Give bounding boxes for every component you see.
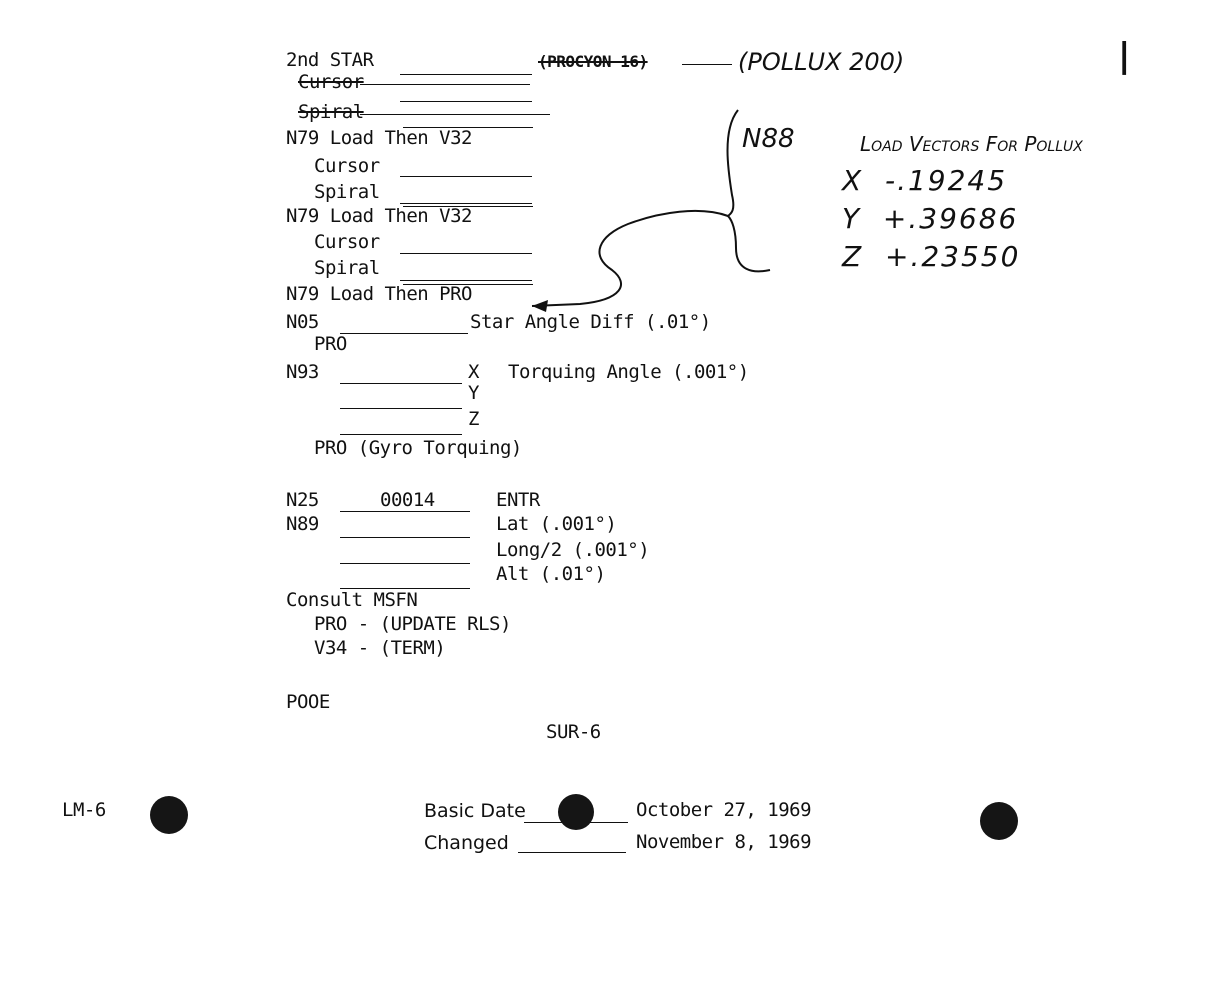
cursor-1: Cursor <box>314 155 380 177</box>
handwritten-z-vector: Z +.23550 <box>842 240 1021 273</box>
basic-date-value: October 27, 1969 <box>636 799 812 821</box>
punch-hole-right <box>980 802 1018 840</box>
basic-date-label: Basic Date <box>424 800 526 822</box>
poo-label: POOE <box>286 691 330 713</box>
consult-msfn: Consult MSFN <box>286 589 418 611</box>
handwritten-y-vector: Y +.39686 <box>842 202 1019 235</box>
pro-update-rls: PRO - (UPDATE RLS) <box>314 613 511 635</box>
spiral-2: Spiral <box>314 257 380 279</box>
n93-y: Y <box>468 382 479 404</box>
handwritten-x-vector: X -.19245 <box>842 164 1008 197</box>
struck-cursor: Cursor <box>298 71 364 93</box>
n89-alt: Alt (.01°) <box>496 563 606 585</box>
n25-code: N25 <box>286 489 319 511</box>
pro-after-n05: PRO <box>314 333 347 355</box>
changed-date-value: November 8, 1969 <box>636 831 812 853</box>
n79-load-pro: N79 Load Then PRO <box>286 283 472 305</box>
row-2nd-star-label: 2nd STAR <box>286 49 374 71</box>
handwritten-load-vectors: Load Vectors For Pollux <box>860 132 1083 156</box>
cursor-2: Cursor <box>314 231 380 253</box>
handwritten-n88: N88 <box>742 124 795 154</box>
pro-gyro-torquing: PRO (Gyro Torquing) <box>314 437 522 459</box>
handwritten-page-mark: | <box>1118 36 1131 76</box>
n93-desc: Torquing Angle (.001°) <box>508 361 749 383</box>
handwritten-star-text: (POLLUX 200) <box>738 48 905 76</box>
n05-code: N05 <box>286 311 319 333</box>
n79-load-v32-2: N79 Load Then V32 <box>286 205 472 227</box>
n89-long: Long/2 (.001°) <box>496 539 650 561</box>
v34-term: V34 - (TERM) <box>314 637 446 659</box>
page-id: SUR-6 <box>546 721 601 743</box>
changed-blank <box>518 852 626 853</box>
n25-entr: ENTR <box>496 489 540 511</box>
punch-hole-left <box>150 796 188 834</box>
n25-value: 00014 <box>380 489 435 511</box>
struck-star-name: (PROCYON 16) <box>538 52 648 71</box>
n79-load-v32-1: N79 Load Then V32 <box>286 127 472 149</box>
struck-spiral: Spiral <box>298 101 364 123</box>
n05-desc: Star Angle Diff (.01°) <box>470 311 711 333</box>
n93-z: Z <box>468 408 479 430</box>
n93-x: X <box>468 361 479 383</box>
footer-lm-6: LM-6 <box>62 799 106 821</box>
n89-code: N89 <box>286 513 319 535</box>
punch-hole-center <box>558 794 594 830</box>
spiral-1: Spiral <box>314 181 380 203</box>
n89-lat: Lat (.001°) <box>496 513 617 535</box>
changed-label: Changed <box>424 832 509 854</box>
n93-code: N93 <box>286 361 319 383</box>
